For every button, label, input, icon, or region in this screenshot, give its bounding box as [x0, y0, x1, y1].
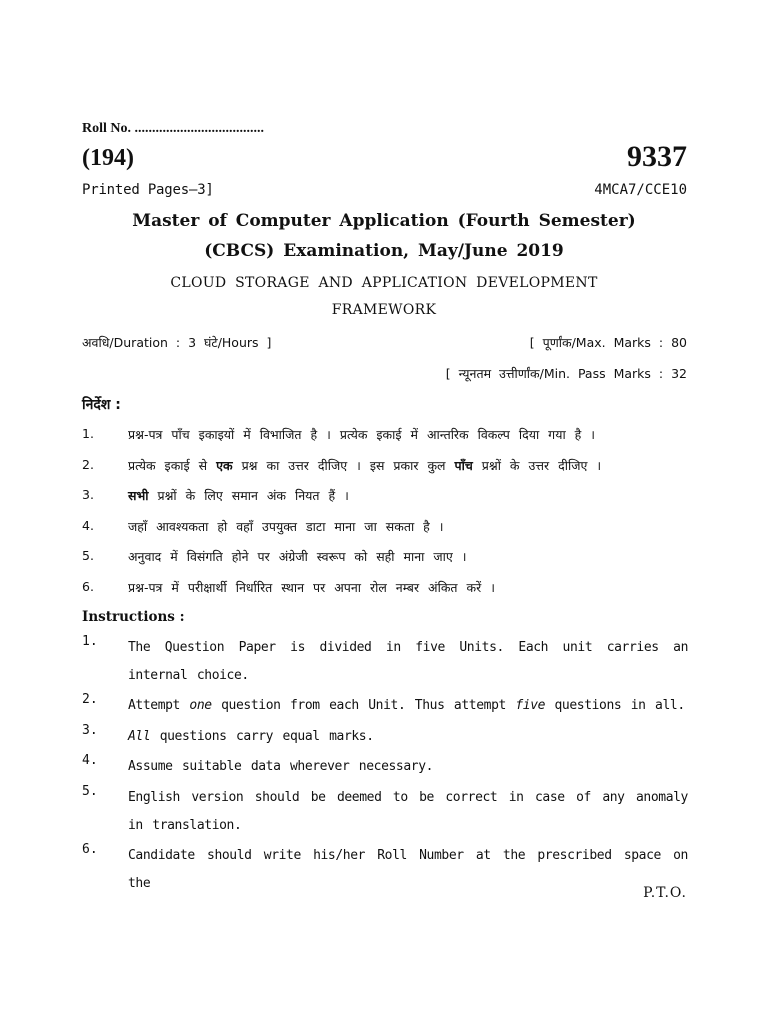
- paper-number: 9337: [627, 140, 687, 173]
- item-number: 5.: [82, 548, 94, 563]
- item-number: 4.: [82, 518, 94, 533]
- item-number: 6.: [82, 579, 94, 594]
- item-number: 6.: [82, 842, 98, 857]
- subject-code: 4MCA7/CCE10: [594, 182, 687, 198]
- item-number: 4.: [82, 753, 98, 768]
- please-turn-over: P.T.O.: [643, 885, 687, 901]
- item-number: 3.: [82, 487, 94, 502]
- duration: अवधि/Duration : 3 घंटे/Hours ]: [82, 335, 272, 350]
- roll-number-label: Roll No. .....................................: [82, 121, 264, 136]
- subject-title-line1: CLOUD STORAGE AND APPLICATION DEVELOPMENT: [170, 275, 598, 291]
- min-pass-marks: [ न्यूनतम उत्तीर्णांक/Min. Pass Marks : 32: [445, 366, 687, 381]
- subject-title-line2: FRAMEWORK: [331, 302, 437, 318]
- item-number: 1.: [82, 426, 94, 441]
- item-text: Assume suitable data wherever necessary.: [128, 759, 434, 774]
- paper-code: (194): [82, 145, 134, 171]
- item-text: सभी प्रश्नों के लिए समान अंक नियत हैं ।: [128, 488, 349, 503]
- item-text: अनुवाद में विसंगति होने पर अंग्रेजी स्वरूप को सही माना जाए ।: [128, 549, 467, 564]
- item-text: जहाँ आवश्यकता हो वहाँ उपयुक्त डाटा माना जा सकता है ।: [128, 519, 444, 534]
- item-number: 2.: [82, 457, 94, 472]
- printed-pages: Printed Pages—3]: [82, 182, 214, 198]
- item-text: The Question Paper is divided in five Units. Each unit carries an internal choice.: [128, 640, 688, 683]
- hindi-instructions-heading: निर्देश :: [82, 397, 121, 413]
- item-number: 5.: [82, 784, 98, 799]
- english-instructions-heading: Instructions :: [82, 609, 185, 625]
- exam-title-line1: Master of Computer Application (Fourth Semester): [132, 211, 636, 231]
- item-text: प्रत्येक इकाई से एक प्रश्न का उत्तर दीजिए । इस प्रकार कुल पाँच प्रश्नों के उत्तर दीजिए ।: [128, 458, 602, 473]
- exam-title-line2: (CBCS) Examination, May/June 2019: [204, 241, 564, 261]
- item-text: English version should be deemed to be correct in case of any anomaly in translation.: [128, 790, 688, 833]
- item-number: 2.: [82, 692, 98, 707]
- item-text: All questions carry equal marks.: [128, 729, 374, 744]
- item-text: प्रश्न-पत्र पाँच इकाइयों में विभाजित है । प्रत्येक इकाई में आन्तरिक विकल्प दिया गया है ।: [128, 427, 596, 442]
- item-text: Attempt one question from each Unit. Thus attempt five questions in all.: [128, 698, 685, 713]
- item-number: 3.: [82, 723, 98, 738]
- item-text: प्रश्न-पत्र में परीक्षार्थी निर्धारित स्थान पर अपना रोल नम्बर अंकित करें ।: [128, 580, 495, 595]
- max-marks: [ पूर्णांक/Max. Marks : 80: [529, 335, 687, 350]
- item-text: Candidate should write his/her Roll Number at the prescribed space on the: [128, 848, 688, 891]
- item-number: 1.: [82, 634, 98, 649]
